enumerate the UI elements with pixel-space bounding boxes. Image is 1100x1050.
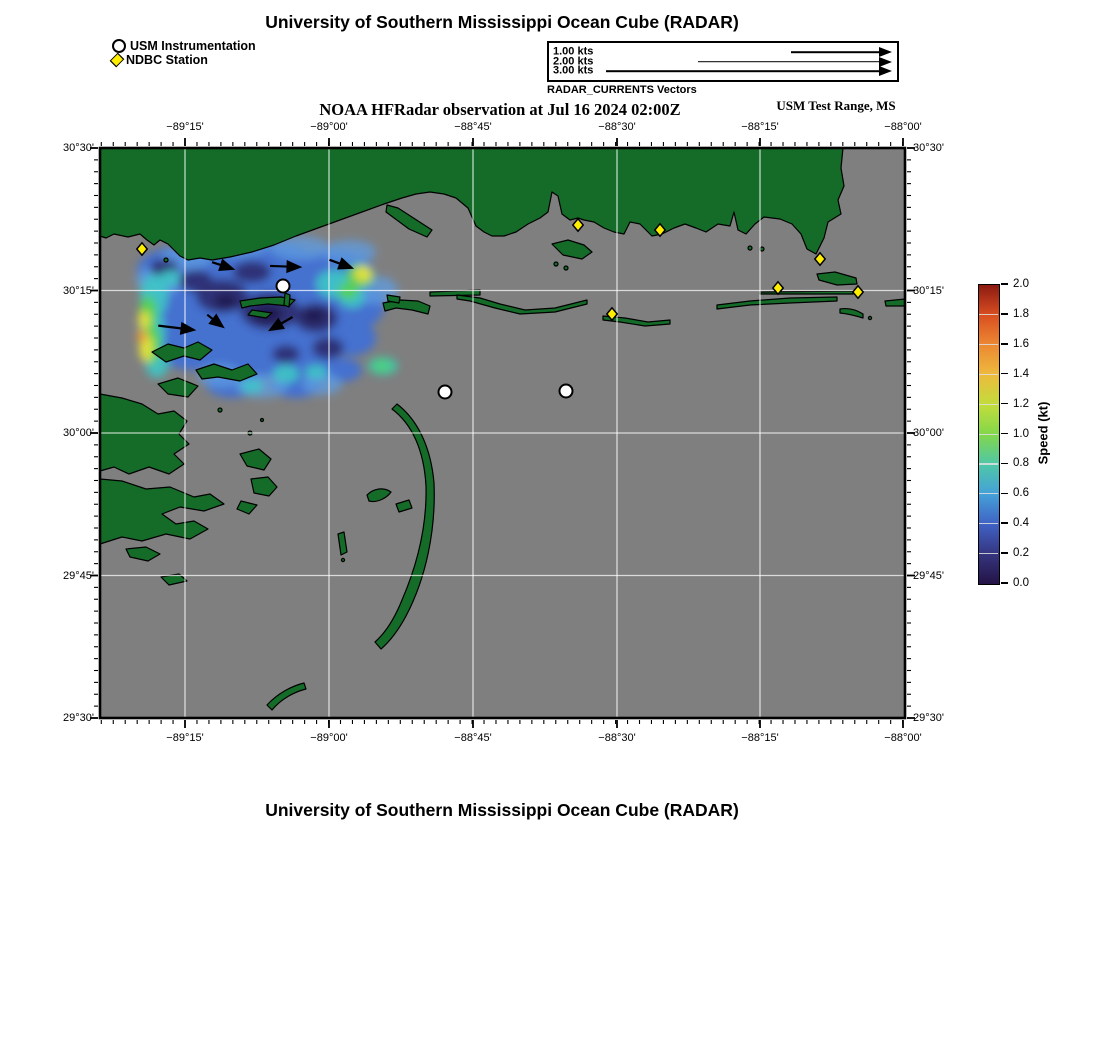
sand-island [840, 309, 863, 318]
vector-scale-box [547, 41, 899, 82]
colorbar-tick-label: 1.0 [1013, 427, 1029, 440]
lat-label-right: 30°15' [913, 284, 944, 297]
colorbar-tick-label: 1.4 [1013, 367, 1029, 380]
lon-label-bottom: −88°15' [741, 732, 779, 744]
scale-row-label: 2.00 kts [553, 55, 594, 67]
ship-island-chain [457, 295, 587, 314]
colorbar-tick-label: 2.0 [1013, 278, 1029, 290]
colorbar-tick [1001, 522, 1008, 524]
colorbar-tick [1001, 343, 1008, 345]
lon-label-top: −88°15' [741, 121, 779, 133]
colorbar-tick [1001, 313, 1008, 315]
fort-morgan [885, 299, 905, 306]
colorbar-tick-label: 0.2 [1013, 547, 1029, 560]
colorbar-tick-label: 1.2 [1013, 397, 1029, 410]
usm-site-marker [560, 385, 573, 398]
ndbc-diamond-icon [110, 53, 125, 68]
lat-label-right: 30°30' [913, 142, 944, 154]
horn-island [717, 297, 837, 309]
cat-island [383, 300, 430, 314]
lon-label-bottom: −88°30' [598, 732, 636, 744]
colorbar-title: Speed (kt) [1035, 401, 1051, 465]
colorbar-tick-label: 1.6 [1013, 337, 1029, 350]
lon-label-top: −88°00' [884, 121, 922, 133]
colorbar-tick [1001, 403, 1008, 405]
legend-item-usm [112, 39, 256, 53]
lon-label-top: −88°30' [598, 121, 636, 133]
lon-label-top: −88°45' [454, 121, 492, 133]
lat-label-left: 30°30' [63, 142, 94, 154]
legend-ndbc-label: NDBC Station [126, 53, 208, 67]
lat-label-left: 29°45' [63, 569, 94, 582]
lat-label-left: 29°30' [63, 712, 94, 724]
colorbar-gridline [979, 463, 998, 464]
scale-arrow-line [791, 51, 881, 53]
colorbar-gridline [979, 374, 998, 375]
lat-label-right: 30°00' [913, 427, 944, 439]
colorbar-gridline [979, 523, 998, 524]
legend-usm-label: USM Instrumentation [130, 39, 256, 53]
legend-item-ndbc [112, 53, 208, 67]
vector-scale-caption: RADAR_CURRENTS Vectors [547, 84, 697, 96]
colorbar-gridline [979, 404, 998, 405]
breton-island [267, 683, 306, 710]
colorbar-tick [1001, 433, 1008, 435]
usm-site-marker [439, 386, 452, 399]
test-range-label: USM Test Range, MS [776, 98, 896, 113]
colorbar-tick-label: 0.6 [1013, 487, 1029, 500]
mainland [100, 148, 844, 260]
colorbar-gridline [979, 434, 998, 435]
lon-label-bottom: −88°00' [884, 732, 922, 744]
ndbc-station-marker [815, 253, 825, 265]
lon-label-bottom: −88°45' [454, 732, 492, 744]
observation-subtitle: NOAA HFRadar observation at Jul 16 2024 02:00Z [319, 100, 681, 119]
lat-label-left: 30°15' [63, 284, 94, 297]
scale-arrowhead-icon [879, 66, 892, 76]
colorbar-tick [1001, 373, 1008, 375]
lon-label-top: −89°15' [166, 121, 204, 133]
map-plot-area [100, 148, 905, 718]
scale-arrowhead-icon [879, 57, 892, 67]
usm-site-marker [277, 280, 290, 293]
usm-circle-icon [112, 39, 126, 53]
scale-arrow-line [698, 61, 881, 63]
lon-label-bottom: −89°00' [310, 732, 348, 744]
marsh-d [100, 394, 189, 474]
chandeleur-islands [375, 404, 434, 649]
scale-row-label: 3.00 kts [553, 64, 594, 77]
land-shapes [100, 148, 905, 710]
colorbar-tick-label: 0.0 [1013, 577, 1029, 589]
lat-label-right: 29°30' [913, 712, 944, 724]
ndbc-station-marker [573, 219, 583, 231]
colorbar-gridline [979, 314, 998, 315]
ndbc-station-marker [853, 286, 863, 298]
colorbar-tick-label: 0.4 [1013, 517, 1029, 530]
scale-row-label: 1.00 kts [553, 45, 594, 58]
footer-title: University of Southern Mississippi Ocean Cube (RADAR) [265, 800, 739, 820]
map-svg [100, 148, 905, 718]
colorbar-tick [1001, 552, 1008, 554]
colorbar-tick [1001, 582, 1008, 584]
colorbar-tick-label: 0.8 [1013, 457, 1029, 470]
marsh-e [100, 479, 224, 544]
colorbar-tick-label: 1.8 [1013, 307, 1029, 320]
colorbar-tick [1001, 463, 1008, 465]
pearl-spit [386, 205, 432, 237]
lon-label-bottom: −89°15' [166, 732, 204, 744]
colorbar-gridline [979, 553, 998, 554]
colorbar-gridline [979, 493, 998, 494]
marsh-c [158, 378, 198, 397]
colorbar-tick [1001, 493, 1008, 495]
lat-label-left: 30°00' [63, 427, 94, 439]
colorbar-gridline [979, 344, 998, 345]
dauphin-spit [760, 291, 853, 294]
scale-arrowhead-icon [879, 47, 892, 57]
colorbar-tick [1001, 283, 1008, 285]
page-title: University of Southern Mississippi Ocean Cube (RADAR) [265, 12, 739, 32]
lon-label-top: −89°00' [310, 121, 348, 133]
pass-christian-lobe [552, 240, 592, 259]
lat-label-right: 29°45' [913, 569, 944, 582]
scale-arrow-line [606, 70, 881, 72]
ndbc-station-marker [137, 243, 147, 255]
dauphin-island [817, 272, 857, 285]
